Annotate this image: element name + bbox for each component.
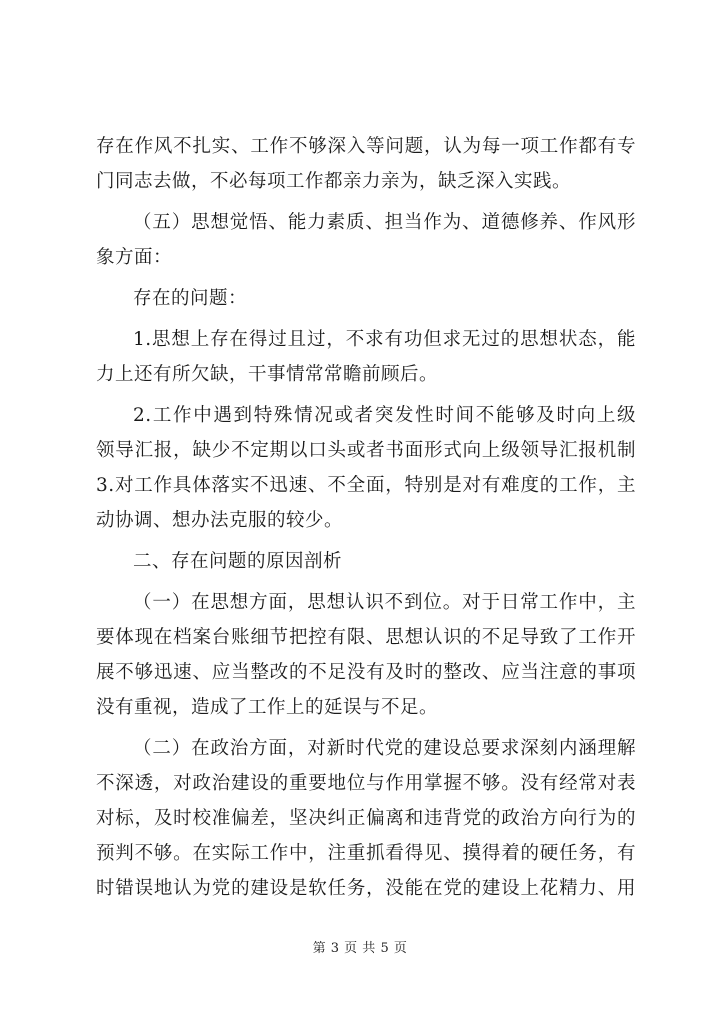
section-heading-line: 二、存在问题的原因剖析 bbox=[133, 551, 343, 572]
list-item-line: 2.工作中遇到特殊情况或者突发性时间不能够及时向上级 bbox=[133, 405, 636, 426]
page-number-label: 第 3 页 共 5 页 bbox=[312, 941, 408, 956]
text-line: 要体现在档案台账细节把控有限、思想认识的不足导致了工作开 bbox=[96, 627, 636, 648]
body-text bbox=[96, 129, 636, 906]
section-heading-line: 象方面： bbox=[96, 247, 173, 268]
text-line: （一）在思想方面，思想认识不到位。对于日常工作中，主 bbox=[133, 592, 636, 613]
text-line: 展不够迅速、应当整改的不足没有及时的整改、应当注意的事项 bbox=[96, 662, 636, 683]
page-footer bbox=[0, 937, 720, 956]
text-line: （二）在政治方面，对新时代党的建设总要求深刻内涵理解 bbox=[133, 738, 636, 759]
text-line: 门同志去做，不必每项工作都亲力亲为，缺乏深入实践。 bbox=[96, 171, 572, 192]
list-item-line: 1.思想上存在得过且过，不求有功但求无过的思想状态，能 bbox=[133, 329, 636, 350]
list-item-line: 3.对工作具体落实不迅速、不全面，特别是对有难度的工作，主 bbox=[96, 475, 636, 496]
text-line: 存在的问题： bbox=[133, 288, 248, 309]
text-line: 预判不够。在实际工作中，注重抓看得见、摸得着的硬任务，有 bbox=[96, 843, 636, 864]
list-item-line: 动协调、想办法克服的较少。 bbox=[96, 510, 344, 531]
text-line: 存在作风不扎实、工作不够深入等问题，认为每一项工作都有专 bbox=[96, 136, 636, 157]
text-line: 时错误地认为党的建设是软任务，没能在党的建设上花精力、用 bbox=[96, 878, 636, 899]
list-item-line: 力上还有所欠缺，干事情常常瞻前顾后。 bbox=[96, 364, 439, 385]
list-item-line: 领导汇报，缺少不定期以口头或者书面形式向上级领导汇报机制 bbox=[96, 440, 636, 461]
text-line: 对标，及时校准偏差，坚决纠正偏离和违背党的政治方向行为的 bbox=[96, 808, 636, 829]
section-heading-line: （五）思想觉悟、能力素质、担当作为、道德修养、作风形 bbox=[133, 212, 636, 233]
text-line: 不深透，对政治建设的重要地位与作用掌握不够。没有经常对表 bbox=[96, 773, 636, 794]
text-line: 没有重视，造成了工作上的延误与不足。 bbox=[96, 697, 439, 718]
